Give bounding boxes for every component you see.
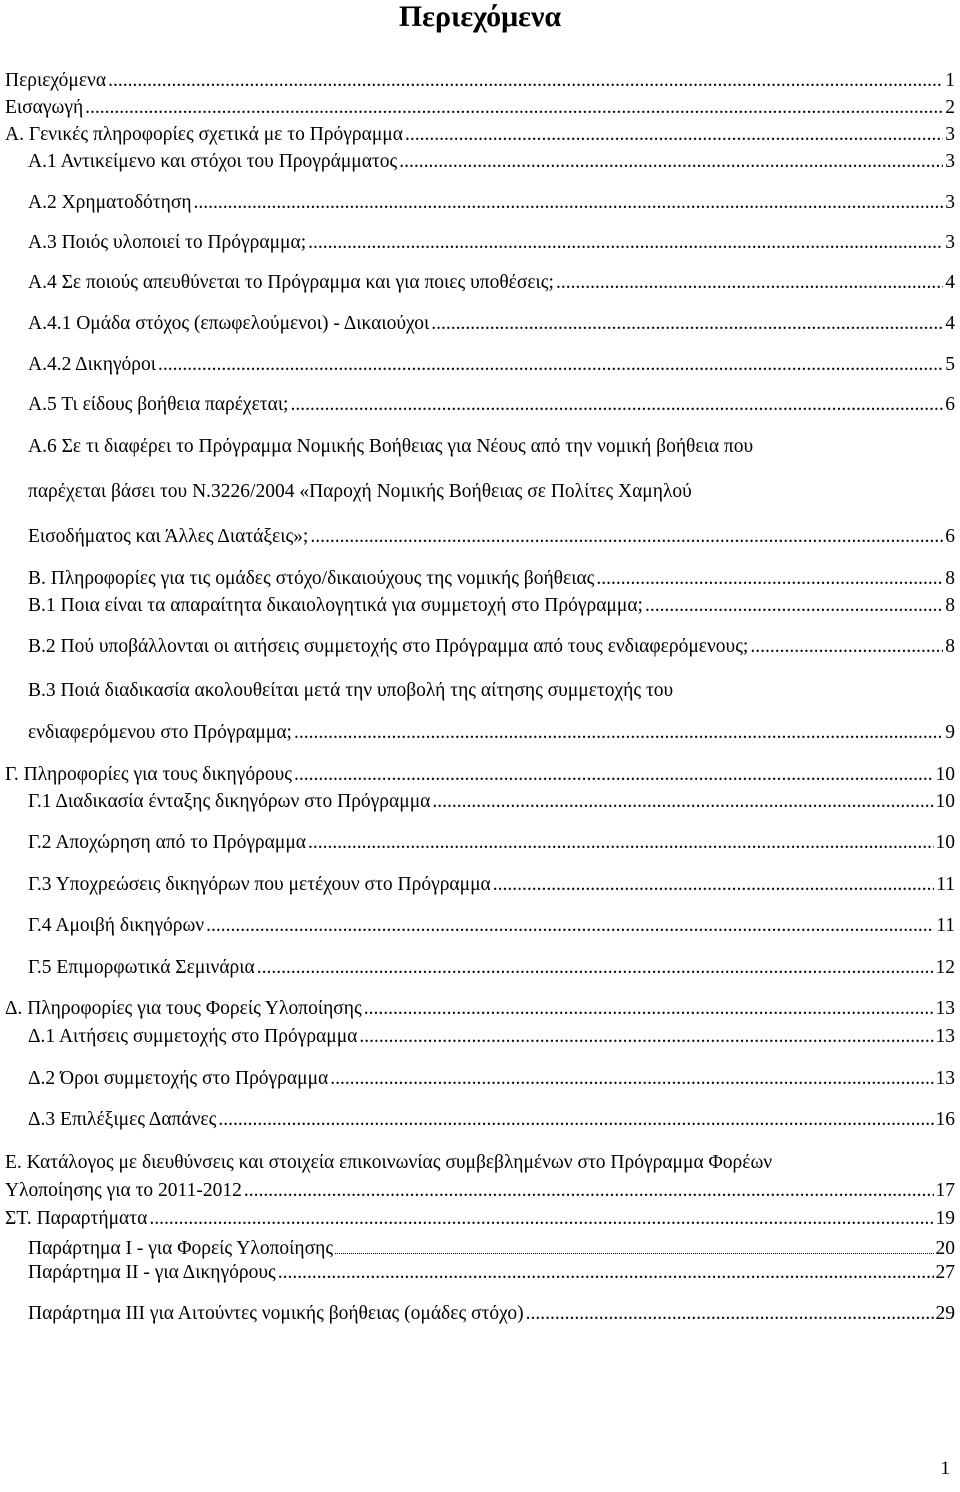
toc-entry-line: Β.3 Ποιά διαδικασία ακολουθείται μετά την υποβολή της αίτησης συμμετοχής του — [28, 680, 674, 701]
toc-entry-text: Α.3 Ποιός υλοποιεί το Πρόγραμμα; — [28, 232, 307, 253]
toc-entry[interactable] — [28, 595, 955, 617]
toc-entry[interactable] — [28, 192, 955, 214]
toc-entry-text: Β.2 Πού υποβάλλονται οι αιτήσεις συμμετοχής στο Πρόγραμμα από τους ενδιαφερόμενους; — [28, 636, 749, 657]
toc-entry[interactable] — [28, 568, 955, 590]
toc-entry-text: Β.1 Ποια είναι τα απαραίτητα δικαιολογητικά για συμμετοχή στο Πρόγραμμα; — [28, 595, 643, 616]
toc-entry-page: 3 — [945, 192, 955, 213]
page-title: Περιεχόμενα — [398, 0, 562, 33]
toc-entry[interactable] — [28, 1109, 955, 1131]
toc-entry-page: 3 — [945, 124, 955, 145]
toc-entry[interactable] — [28, 1026, 955, 1048]
toc-entry-page: 3 — [945, 151, 955, 172]
toc-entry-page: 11 — [936, 874, 955, 895]
toc-entry-text: Δ.1 Αιτήσεις συμμετοχής στο Πρόγραμμα — [28, 1026, 358, 1047]
toc-entry-line: Α.6 Σε τι διαφέρει το Πρόγραμμα Νομικής Βοήθειας για Νέους από την νομική βοήθεια που — [28, 436, 754, 457]
toc-entry-text: Α. Γενικές πληροφορίες σχετικά με το Πρόγραμμα — [5, 124, 403, 145]
toc-entry-text: Α.4.1 Ομάδα στόχος (επωφελούμενοι) - Δικαιούχοι — [28, 313, 430, 334]
toc-entry-page: 4 — [945, 272, 955, 293]
toc-entry-page: 20 — [935, 1237, 955, 1259]
toc-entry-page: 11 — [936, 915, 955, 936]
toc-entry-page: 10 — [935, 764, 955, 785]
toc-entry-page: 17 — [935, 1180, 955, 1201]
toc-entry-page: 6 — [945, 526, 955, 547]
toc-entry-page: 8 — [945, 636, 955, 657]
toc-entry-text: Περιεχόμενα — [5, 70, 107, 91]
toc-entry-text: Δ.2 Όροι συμμετοχής στο Πρόγραμμα — [28, 1068, 329, 1089]
toc-entry-text: Α.4.2 Δικηγόροι — [28, 354, 157, 375]
toc-entry[interactable] — [28, 232, 955, 254]
toc-entry[interactable] — [5, 998, 955, 1020]
toc-entry-text: Γ.3 Υποχρεώσεις δικηγόρων που μετέχουν στο Πρόγραμμα — [28, 874, 491, 895]
toc-entry-text: Δ.3 Επιλέξιμες Δαπάνες — [28, 1109, 217, 1130]
toc-entry[interactable] — [28, 636, 955, 658]
toc-entry-line: Ε. Κατάλογος με διευθύνσεις και στοιχεία επικοινωνίας συμβεβλημένων στο Πρόγραμμα Φορέων — [5, 1152, 773, 1173]
toc-entry[interactable] — [28, 957, 955, 979]
toc-entry-line: παρέχεται βάσει του Ν.3226/2004 «Παροχή Νομικής Βοήθειας σε Πολίτες Χαμηλού — [28, 481, 692, 502]
toc-entry-text: Α.1 Αντικείμενο και στόχοι του Προγράμματος — [28, 151, 398, 172]
toc-entry-page: 3 — [945, 232, 955, 253]
toc-entry[interactable] — [5, 70, 955, 92]
toc-entry[interactable] — [28, 1068, 955, 1090]
toc-entry[interactable] — [28, 1235, 955, 1260]
toc-entry[interactable] — [5, 1180, 955, 1202]
toc-entry-page: 27 — [935, 1262, 955, 1283]
toc-entry-text: Εισοδήματος και Άλλες Διατάξεις»; — [28, 526, 309, 547]
toc-entry-page: 13 — [935, 1026, 955, 1047]
toc-entry-page: 12 — [935, 957, 955, 978]
toc-entry[interactable] — [28, 791, 955, 813]
toc-entry-text: ΣΤ. Παραρτήματα — [5, 1208, 148, 1229]
page-number: 1 — [940, 1458, 950, 1479]
toc-entry[interactable] — [28, 526, 955, 548]
toc-entry[interactable] — [28, 1262, 955, 1284]
toc-entry[interactable] — [28, 394, 955, 416]
toc-entry-page: 9 — [945, 722, 955, 743]
toc-entry[interactable] — [5, 124, 955, 146]
toc-entry-text: Παράρτημα ΙΙ - για Δικηγόρους — [28, 1262, 276, 1283]
toc-entry-text: Γ.1 Διαδικασία ένταξης δικηγόρων στο Πρόγραμμα — [28, 791, 431, 812]
toc-entry-page: 16 — [935, 1109, 955, 1130]
toc-entry-page: 2 — [945, 97, 955, 118]
toc-entry-text: Γ.2 Αποχώρηση από το Πρόγραμμα — [28, 832, 307, 853]
toc-entry-page: 13 — [935, 1068, 955, 1089]
toc-entry-page: 29 — [935, 1303, 955, 1324]
toc-entry-text: Παράρτημα ΙΙΙ για Αιτούντες νομικής βοήθειας (ομάδες στόχο) — [28, 1303, 524, 1324]
toc-entry-text: Δ. Πληροφορίες για τους Φορείς Υλοποίησης — [5, 998, 362, 1019]
toc-entry-page: 10 — [935, 791, 955, 812]
toc-entry-text: Γ.5 Επιμορφωτικά Σεμινάρια — [28, 957, 255, 978]
toc-entry-page: 5 — [945, 354, 955, 375]
toc-entry[interactable] — [28, 915, 955, 937]
toc-entry[interactable] — [28, 832, 955, 854]
toc-entry-page: 10 — [935, 832, 955, 853]
toc-entry-text: Υλοποίησης για το 2011-2012 — [5, 1180, 242, 1201]
toc-entry-text: Παράρτημα Ι - για Φορείς Υλοποίησης — [28, 1237, 334, 1259]
toc-entry-text: Β. Πληροφορίες για τις ομάδες στόχο/δικαιούχους της νομικής βοήθειας — [28, 568, 595, 589]
toc-entry[interactable] — [5, 764, 955, 786]
toc-entry-text: Γ. Πληροφορίες για τους δικηγόρους — [5, 764, 292, 785]
toc-entry-page: 19 — [935, 1208, 955, 1229]
toc-entry-page: 8 — [945, 595, 955, 616]
toc-entry[interactable] — [28, 151, 955, 173]
toc-entry-text: Εισαγωγή — [5, 97, 84, 118]
toc-entry[interactable] — [28, 354, 955, 376]
toc-entry[interactable] — [28, 874, 955, 896]
toc-entry-page: 1 — [945, 70, 955, 91]
toc-entry-text: Γ.4 Αμοιβή δικηγόρων — [28, 915, 205, 936]
toc-entry[interactable] — [28, 313, 955, 335]
toc-entry[interactable] — [28, 272, 955, 294]
toc-entry[interactable] — [28, 1303, 955, 1325]
toc-entry-page: 4 — [945, 313, 955, 334]
toc-entry-text: Α.4 Σε ποιούς απευθύνεται το Πρόγραμμα και για ποιες υποθέσεις; — [28, 272, 554, 293]
toc-entry-text: ενδιαφερόμενου στο Πρόγραμμα; — [28, 722, 292, 743]
toc-entry[interactable] — [28, 722, 955, 744]
toc-entry[interactable] — [5, 97, 955, 119]
toc-entry-page: 8 — [945, 568, 955, 589]
toc-entry-page: 13 — [935, 998, 955, 1019]
toc-entry[interactable] — [5, 1208, 955, 1230]
toc-entry-text: Α.2 Χρηματοδότηση — [28, 192, 192, 213]
toc-entry-text: Α.5 Τι είδους βοήθεια παρέχεται; — [28, 394, 289, 415]
toc-entry-page: 6 — [945, 394, 955, 415]
